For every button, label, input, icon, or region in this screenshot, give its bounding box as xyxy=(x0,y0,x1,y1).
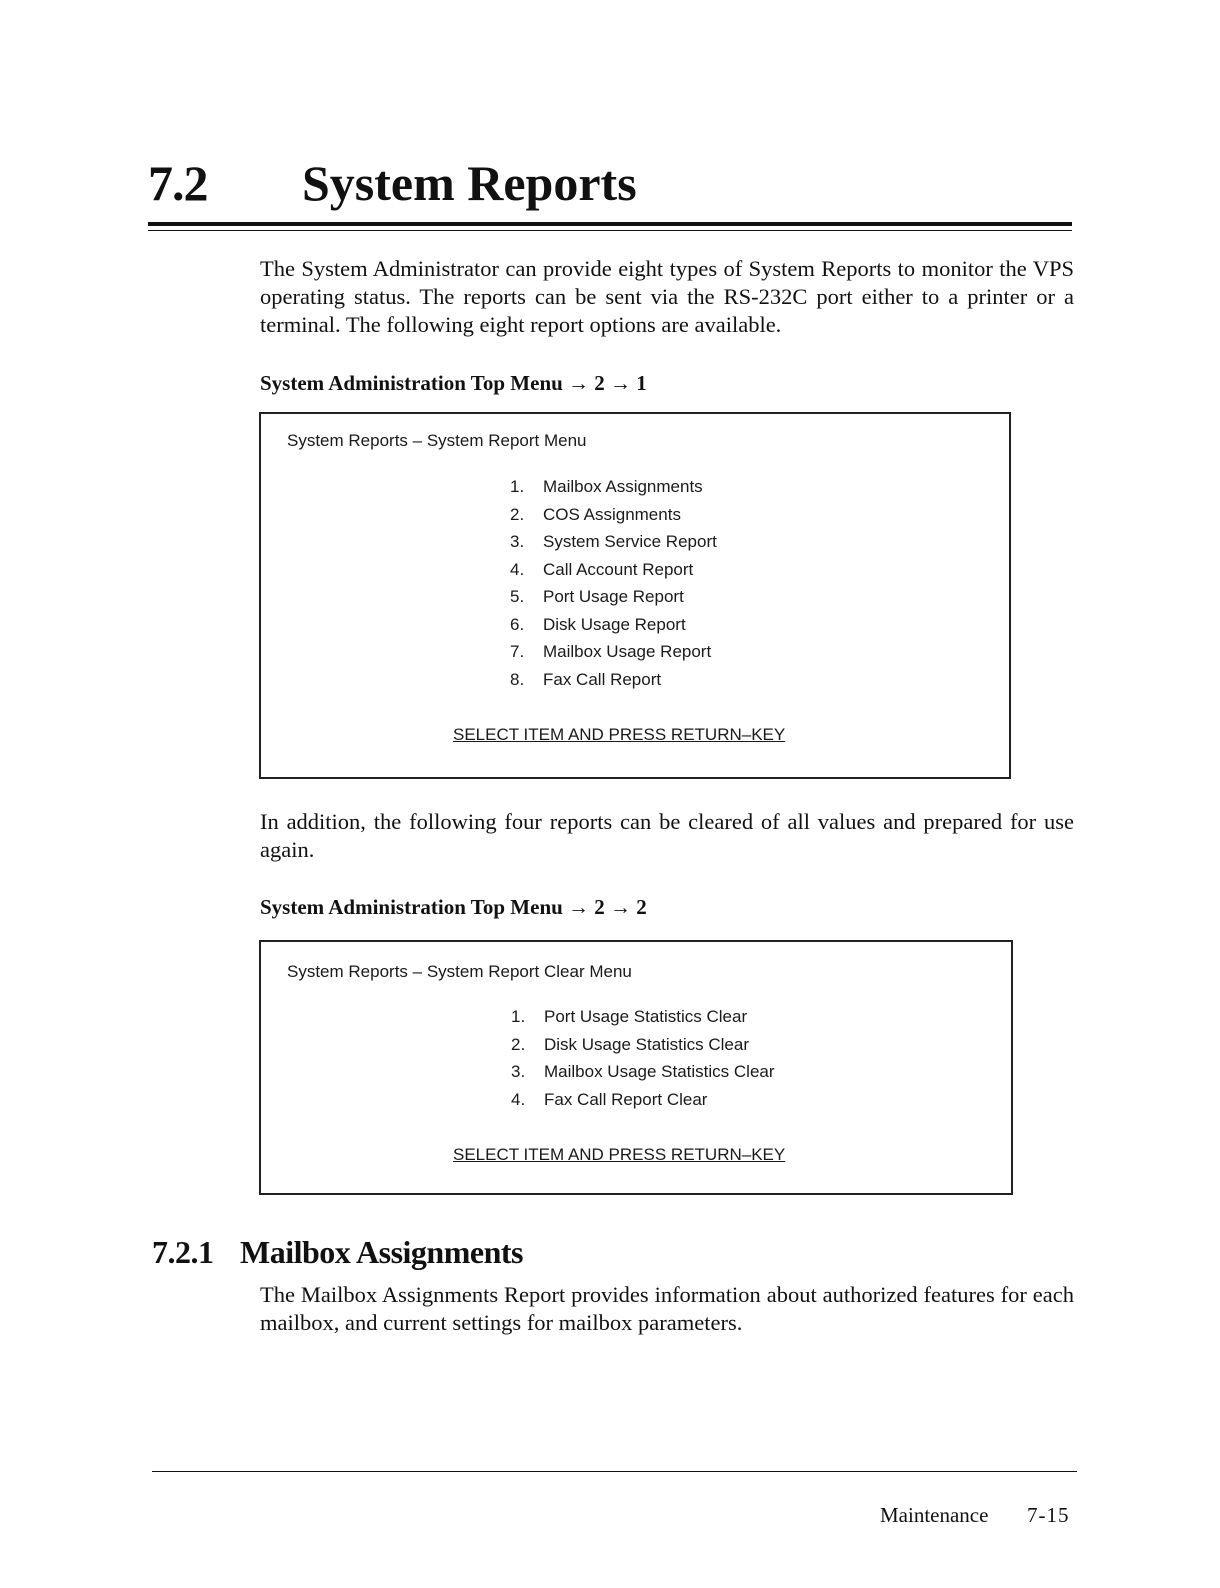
heading-rule-thick xyxy=(148,222,1072,226)
menu-item[interactable]: 5. Port Usage Report xyxy=(510,587,684,606)
screen-title: System Reports – System Report Menu xyxy=(287,431,587,450)
clear-menu-path: System Administration Top Menu → 2 → 2 xyxy=(260,895,647,919)
menu-item[interactable]: 1. Mailbox Assignments xyxy=(510,477,703,496)
menu-item[interactable]: 3. System Service Report xyxy=(510,532,717,551)
footer-rule xyxy=(152,1471,1077,1472)
clear-menu-list xyxy=(511,1003,775,1113)
report-menu-screen xyxy=(259,412,1011,779)
report-menu-path: System Administration Top Menu → 2 → 1 xyxy=(260,371,647,395)
intro-paragraph: The System Administrator can provide eight types of System Reports to monitor the VPS operating status. The reports can be sent via the RS-232C port either to a printer or a terminal. The following eight report options are available. xyxy=(260,256,1074,337)
section-title: System Reports xyxy=(302,155,637,211)
footer-label: Maintenance xyxy=(880,1503,989,1527)
menu-item[interactable]: 2. Disk Usage Statistics Clear xyxy=(511,1034,750,1054)
report-menu-list xyxy=(510,473,717,693)
menu-item[interactable]: 3. Mailbox Usage Statistics Clear xyxy=(511,1062,775,1081)
menu-item[interactable]: 8. Fax Call Report xyxy=(510,669,662,689)
section-number: 7.2 xyxy=(148,155,208,211)
screen-title: System Reports – System Report Clear Menu xyxy=(287,962,632,981)
heading-rule-thin xyxy=(148,230,1072,231)
subsection-paragraph: The Mailbox Assignments Report provides information about authorized features for each mailbox, and current settings for mailbox parameters. xyxy=(260,1282,1074,1335)
clear-menu-screen xyxy=(259,940,1013,1195)
menu-item[interactable]: 6. Disk Usage Report xyxy=(510,614,686,634)
menu-item[interactable]: 2. COS Assignments xyxy=(510,504,681,524)
menu-item[interactable]: 7. Mailbox Usage Report xyxy=(510,642,712,661)
menu-item[interactable]: 4. Fax Call Report Clear xyxy=(511,1089,708,1109)
select-prompt: SELECT ITEM AND PRESS RETURN–KEY xyxy=(453,725,786,744)
menu-item[interactable]: 1. Port Usage Statistics Clear xyxy=(511,1007,748,1026)
subsection-title: Mailbox Assignments xyxy=(240,1234,523,1270)
subsection-number: 7.2.1 xyxy=(152,1234,214,1270)
menu-item[interactable]: 4. Call Account Report xyxy=(510,559,694,579)
clear-paragraph: In addition, the following four reports can be cleared of all values and prepared for use again. xyxy=(260,809,1074,862)
page-number: 7-15 xyxy=(1027,1503,1070,1527)
select-prompt: SELECT ITEM AND PRESS RETURN–KEY xyxy=(453,1145,786,1164)
